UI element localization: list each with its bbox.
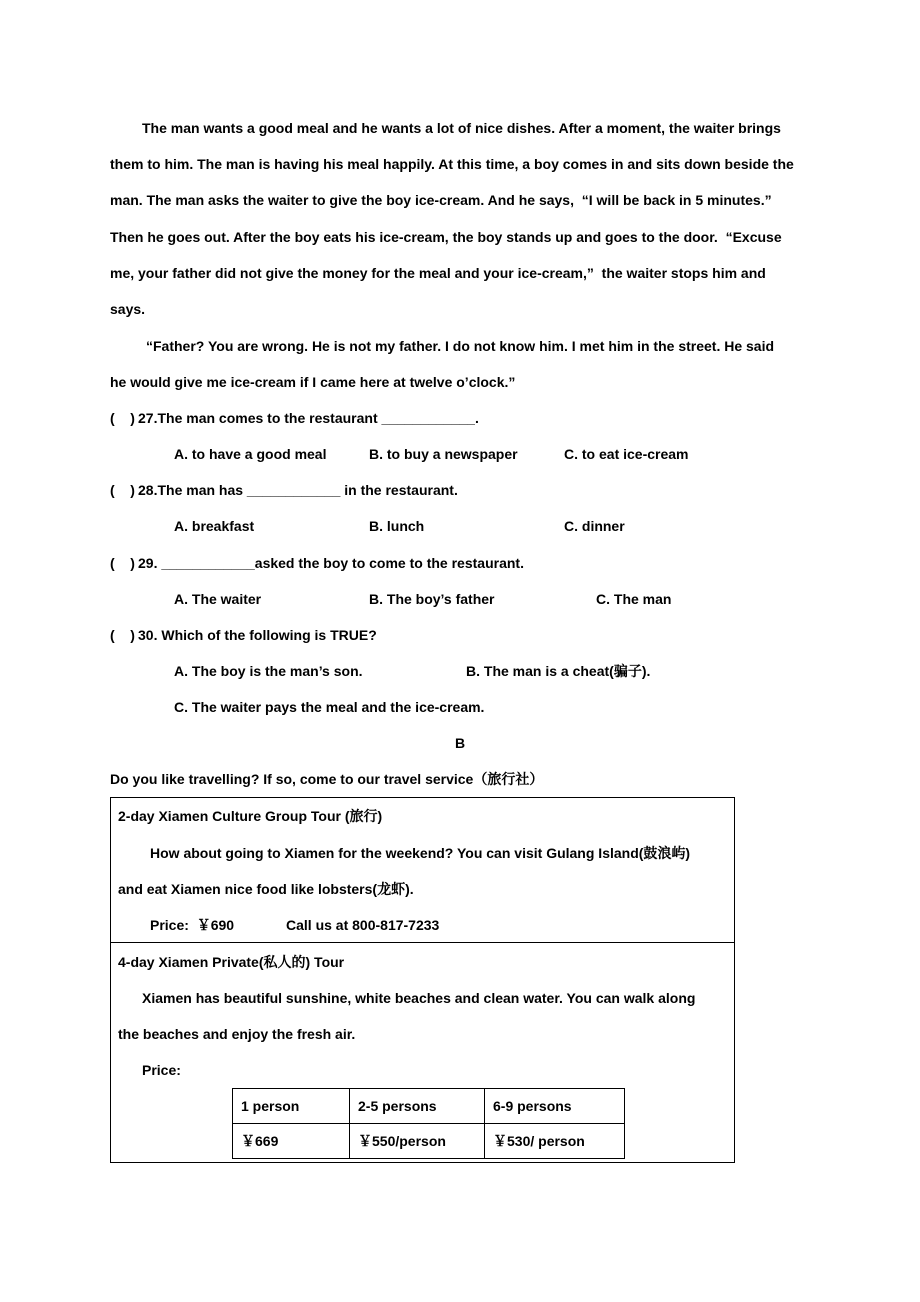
question-text: 30. Which of the following is TRUE? [138, 627, 377, 643]
question-text: 27.The man comes to the restaurant ____________. [138, 410, 479, 426]
option-b: B. to buy a newspaper [369, 446, 518, 462]
passage-line: them to him. The man is having his meal happily. At this time, a boy comes in and sits down beside the [110, 156, 794, 172]
passage-line: he would give me ice-cream if I came here at twelve o’clock.” [110, 374, 516, 390]
question-text: 29. ____________asked the boy to come to the restaurant. [138, 555, 524, 571]
passage-line: me, your father did not give the money for the meal and your ice-cream,” the waiter stops him and [110, 265, 766, 281]
tour-phone: Call us at 800-817-7233 [286, 917, 440, 933]
option-c: C. dinner [564, 518, 625, 534]
option-c: C. The man [596, 591, 672, 607]
option-a: A. breakfast [174, 518, 255, 534]
tour-title: 4-day Xiamen Private(私人的) Tour [118, 954, 345, 970]
table-cell: ￥530/ person [485, 1124, 625, 1159]
passage-line: “Father? You are wrong. He is not my father. I do not know him. I met him in the street. He said [146, 338, 775, 354]
price-table [232, 1088, 625, 1159]
question-28 [110, 481, 458, 499]
tour-price-label: Price: [142, 1062, 181, 1078]
question-29 [110, 554, 524, 572]
section-heading: B [455, 735, 466, 751]
passage-line: man. The man asks the waiter to give the boy ice-cream. And he says, “I will be back in 5 minutes.” [110, 192, 772, 208]
option-c: C. The waiter pays the meal and the ice-cream. [174, 699, 485, 715]
question-30 [110, 626, 377, 644]
tour-description: the beaches and enjoy the fresh air. [118, 1026, 356, 1042]
option-c: C. to eat ice-cream [564, 446, 689, 462]
table-row [233, 1089, 625, 1124]
answer-blank[interactable]: ( ) [110, 482, 135, 498]
option-a: A. The boy is the man’s son. [174, 663, 363, 679]
question-27 [110, 409, 479, 427]
option-b: B. The man is a cheat(骗子). [466, 663, 651, 679]
answer-blank[interactable]: ( ) [110, 555, 135, 571]
passage-line: The man wants a good meal and he wants a lot of nice dishes. After a moment, the waiter brings [142, 120, 781, 136]
tour-description: How about going to Xiamen for the weekend? You can visit Gulang Island(鼓浪屿) [150, 845, 691, 861]
table-header-cell: 6-9 persons [485, 1089, 625, 1124]
option-a: A. to have a good meal [174, 446, 327, 462]
tour-price: Price: ￥690 [150, 917, 235, 933]
tour-title: 2-day Xiamen Culture Group Tour (旅行) [118, 808, 383, 824]
option-a: A. The waiter [174, 591, 262, 607]
option-b: B. lunch [369, 518, 425, 534]
option-b: B. The boy’s father [369, 591, 495, 607]
passage-line: says. [110, 301, 146, 317]
passage-line: Then he goes out. After the boy eats his ice-cream, the boy stands up and goes to the door. “Excuse [110, 229, 782, 245]
table-header-cell: 2-5 persons [350, 1089, 485, 1124]
table-cell: ￥669 [233, 1124, 350, 1159]
answer-blank[interactable]: ( ) [110, 410, 135, 426]
question-text: 28.The man has ____________ in the restaurant. [138, 482, 458, 498]
table-header-cell: 1 person [233, 1089, 350, 1124]
tour-description: Xiamen has beautiful sunshine, white beaches and clean water. You can walk along [142, 990, 696, 1006]
tour-description: and eat Xiamen nice food like lobsters(龙虾). [118, 881, 414, 897]
section-intro: Do you like travelling? If so, come to our travel service（旅行社） [110, 771, 544, 787]
table-row [233, 1124, 625, 1159]
table-cell: ￥550/person [350, 1124, 485, 1159]
answer-blank[interactable]: ( ) [110, 627, 135, 643]
